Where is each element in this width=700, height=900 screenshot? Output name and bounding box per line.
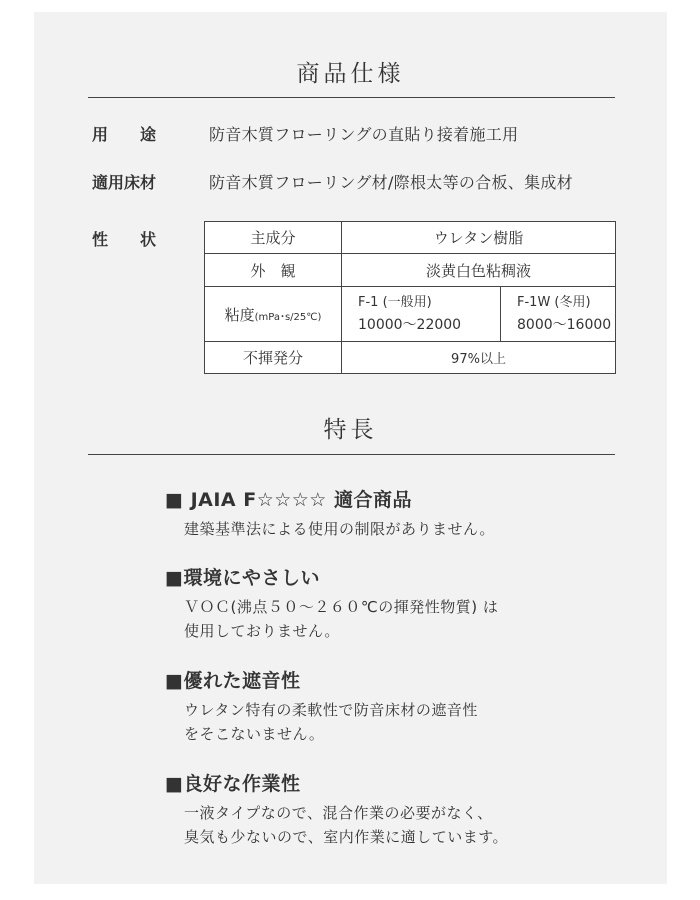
feature-heading-eco: ■環境にやさしい: [165, 567, 320, 589]
viscosity-unit: (mPa･s/25℃): [254, 311, 322, 323]
table-row: [205, 222, 616, 254]
grade1-cell: [342, 287, 501, 342]
feature-text-workability: [184, 801, 508, 849]
feature-line: 建築基準法による使用の制限がありません。: [184, 520, 495, 538]
spec-title-rule: [88, 97, 615, 98]
grade2-name: F-1W (冬用): [517, 295, 591, 310]
feature-heading-sound: ■優れた遮音性: [165, 670, 301, 692]
grade2-cell: [501, 287, 616, 342]
feature-line: ウレタン特有の柔軟性で防音床材の遮音性: [184, 701, 478, 719]
viscosity-label: 粘度: [224, 305, 255, 324]
appearance-label: 外 観: [205, 254, 342, 287]
appearance-value: 淡黄白色粘稠液: [342, 254, 616, 287]
nonvolatile-value: 97%以上: [342, 342, 616, 374]
spec-title: 商品仕様: [296, 61, 405, 87]
features-title-rule: [88, 454, 615, 455]
feature-line: ＶＯＣ(沸点５０～２６０℃の揮発性物質) は: [184, 598, 499, 616]
feature-text-jaia: [184, 517, 495, 541]
feature-heading-workability: ■良好な作業性: [165, 773, 301, 795]
table-row: [205, 287, 616, 342]
features-title: 特長: [323, 417, 378, 443]
feature-text-sound: [184, 698, 478, 746]
grade1-value: 10000～22000: [358, 317, 462, 333]
floor-material-label: 適用床材: [92, 173, 157, 192]
feature-text-eco: [184, 595, 498, 643]
feature-line: 使用しておりません。: [184, 622, 340, 640]
properties-table: [204, 221, 616, 374]
main-component-value: ウレタン樹脂: [342, 222, 616, 254]
usage-value: 防音木質フローリングの直貼り接着施工用: [209, 125, 519, 144]
usage-label: 用 途: [92, 125, 157, 144]
nonvolatile-label: 不揮発分: [205, 342, 342, 374]
feature-line: 一液タイプなので、混合作業の必要がなく、: [184, 804, 493, 822]
properties-label: 性 状: [92, 230, 157, 249]
grade1-name: F-1 (一般用): [358, 295, 432, 310]
main-component-label: 主成分: [205, 222, 342, 254]
viscosity-label-cell: [205, 287, 342, 342]
table-row: [205, 254, 616, 287]
feature-line: をそこないません。: [184, 725, 325, 743]
spec-panel: [34, 12, 667, 884]
table-row: [205, 342, 616, 374]
feature-heading-jaia: ■ JAIA F☆☆☆☆ 適合商品: [165, 489, 412, 511]
feature-line: 臭気も少ないので、室内作業に適しています。: [184, 828, 509, 846]
floor-material-value: 防音木質フローリング材/際根太等の合板、集成材: [209, 173, 573, 192]
grade2-value: 8000～16000: [517, 317, 612, 333]
